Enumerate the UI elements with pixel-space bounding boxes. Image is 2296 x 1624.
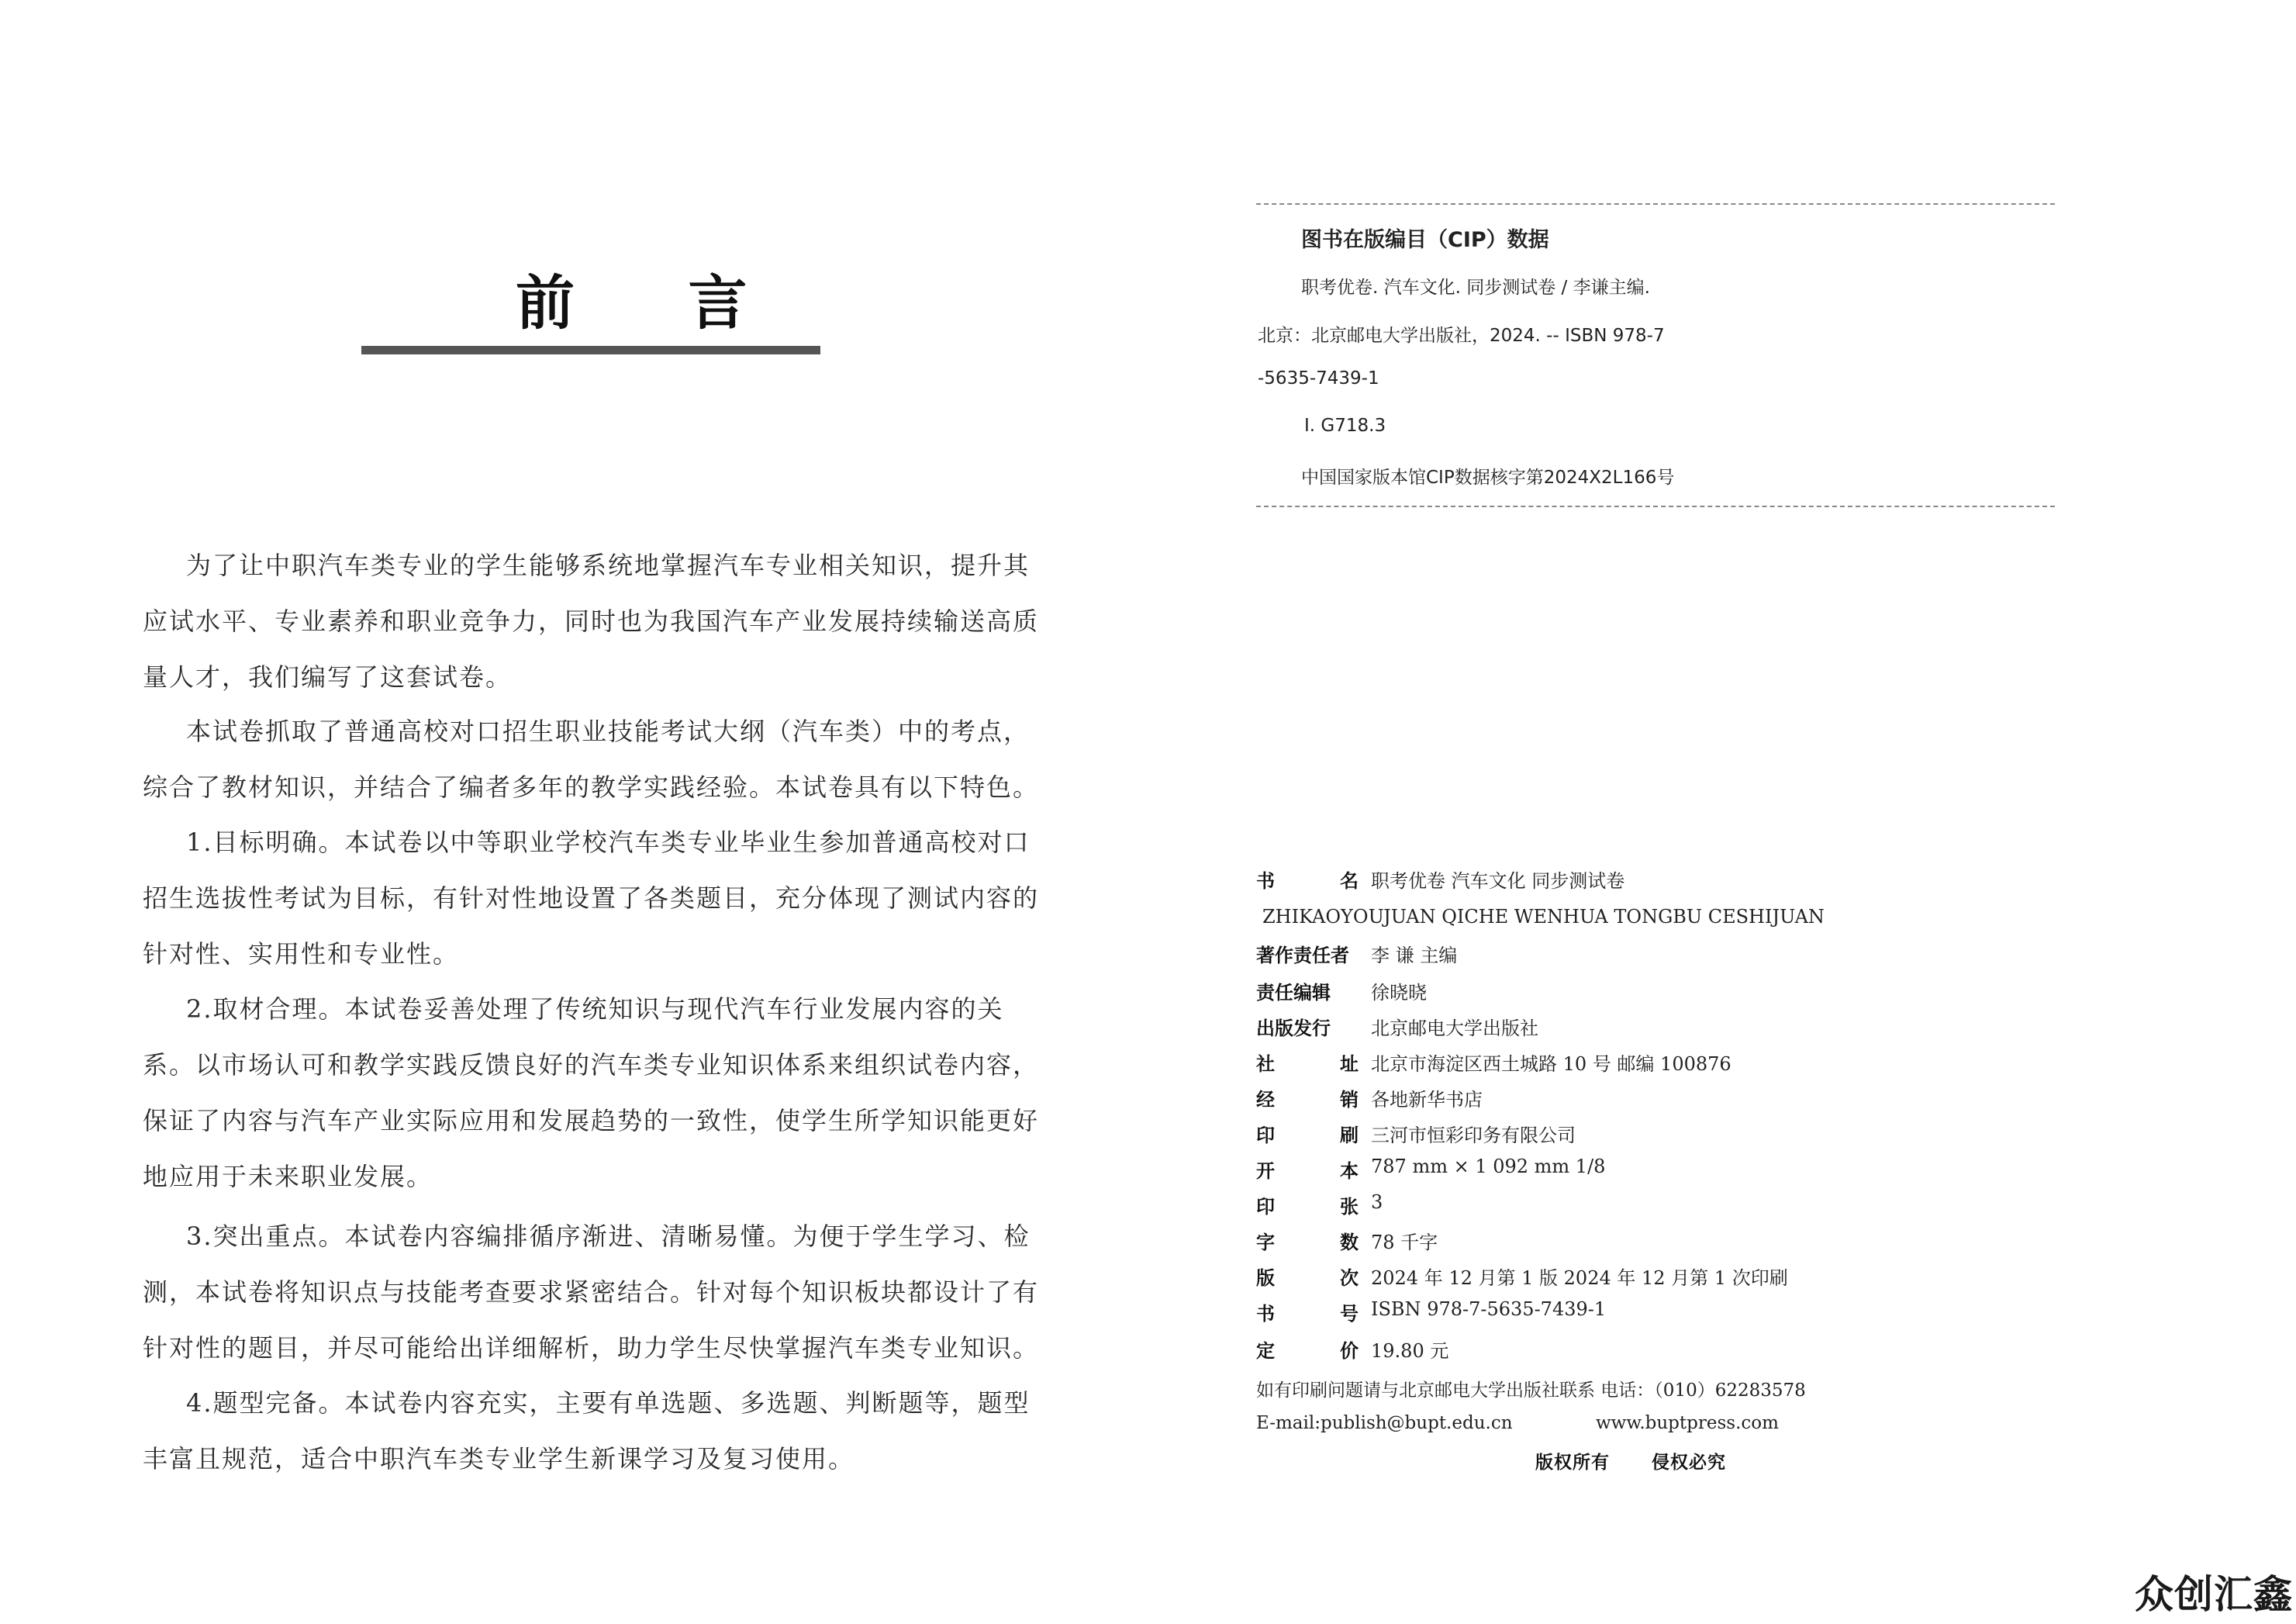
preface-paragraph-5: 3.突出重点。本试卷内容编排循序渐进、清晰易懂。为便于学生学习、检测，本试卷将知识点与技能考查要求紧密结合。针对每个知识板块都设计了有针对性的题目，并尽可能给出详细解析，助力学生尽快掌握汽车类专业知识。 <box>143 1221 1040 1363</box>
preface-paragraph-2: 本试卷抓取了普通高校对口招生职业技能考试大纲（汽车类）中的考点，综合了教材知识，并结合了编者多年的教学实践经验。本试卷具有以下特色。 <box>143 717 1040 802</box>
label-char: 刷 <box>1340 1125 1359 1146</box>
info-value-title: 职考优卷 汽车文化 同步测试卷 <box>1371 870 1625 892</box>
info-value-edition: 2024 年 12 月第 1 版 2024 年 12 月第 1 次印刷 <box>1371 1267 1788 1289</box>
label-char: 价 <box>1340 1340 1359 1362</box>
info-value-author: 李 谦 主编 <box>1371 945 1458 966</box>
cip-bottom-divider <box>1256 506 2055 507</box>
cip-line-1: 职考优卷. 汽车文化. 同步测试卷 / 李谦主编. <box>1301 278 1650 298</box>
info-value-address: 北京市海淀区西土城路 10 号 邮编 100876 <box>1371 1053 1731 1075</box>
cip-line-2: 北京：北京邮电大学出版社，2024. -- ISBN 978-7 <box>1258 326 1665 346</box>
info-value-sheets: 3 <box>1371 1191 1383 1213</box>
info-value-editor: 徐晓晓 <box>1371 982 1427 1004</box>
label-char: 数 <box>1340 1232 1359 1253</box>
info-label-author: 著作责任者 <box>1256 945 1349 966</box>
cip-line-3: -5635-7439-1 <box>1258 368 1379 389</box>
copyright-notice <box>1535 1448 1726 1474</box>
title-underline-bar <box>361 346 820 354</box>
info-label-publisher: 出版发行 <box>1256 1018 1331 1039</box>
website: www.buptpress.com <box>1596 1413 1779 1433</box>
info-label-isbn <box>1256 1298 1359 1325</box>
label-char: 版 <box>1256 1267 1275 1289</box>
label-char: 销 <box>1340 1089 1359 1111</box>
cip-line-5: 中国国家版本馆CIP数据核字第2024X2L166号 <box>1301 468 1675 488</box>
infringement-notice: 侵权必究 <box>1652 1452 1726 1473</box>
cip-line-4: Ⅰ. G718.3 <box>1304 416 1386 436</box>
watermark-logo: 众创汇鑫 <box>2135 1572 2293 1617</box>
info-label-printer <box>1256 1120 1359 1147</box>
email-address: E-mail:publish@bupt.edu.cn <box>1256 1413 1513 1433</box>
cip-top-divider <box>1256 203 2055 205</box>
info-label-wordcount <box>1256 1227 1359 1254</box>
preface-paragraph-4: 2.取材合理。本试卷妥善处理了传统知识与现代汽车行业发展内容的关系。以市场认可和教学实践反馈良好的汽车类专业知识体系来组织试卷内容，保证了内容与汽车产业实际应用和发展趋势的一致性，使学生所学知识能更好地应用于未来职业发展。 <box>143 994 1040 1191</box>
preface-paragraph-3: 1.目标明确。本试卷以中等职业学校汽车类专业毕业生参加普通高校对口招生选拔性考试为目标，有针对性地设置了各类题目，充分体现了测试内容的针对性、实用性和专业性。 <box>143 828 1040 969</box>
info-value-printer: 三河市恒彩印务有限公司 <box>1371 1125 1576 1146</box>
info-label-format <box>1256 1156 1359 1183</box>
contact-line: 如有印刷问题请与北京邮电大学出版社联系 电话：（010）62283578 <box>1256 1380 1806 1401</box>
info-value-format: 787 mm × 1 092 mm 1/8 <box>1371 1156 1606 1177</box>
info-label-title <box>1256 866 1359 893</box>
preface-paragraph-1: 为了让中职汽车类专业的学生能够系统地掌握汽车专业相关知识，提升其应试水平、专业素养和职业竞争力，同时也为我国汽车产业发展持续输送高质量人才，我们编写了这套试卷。 <box>143 551 1040 692</box>
info-label-price <box>1256 1335 1359 1363</box>
label-char: 印 <box>1256 1196 1275 1218</box>
info-value-wordcount: 78 千字 <box>1371 1232 1438 1253</box>
info-value-distributor: 各地新华书店 <box>1371 1089 1483 1111</box>
label-char: 字 <box>1256 1232 1275 1253</box>
info-value-price: 19.80 元 <box>1371 1340 1449 1362</box>
label-char: 书 <box>1256 870 1275 892</box>
label-char: 经 <box>1256 1089 1275 1111</box>
cip-heading: 图书在版编目（CIP）数据 <box>1301 228 1549 252</box>
copyright-page <box>1148 0 2296 1624</box>
info-value-publisher: 北京邮电大学出版社 <box>1371 1018 1538 1039</box>
label-char: 书 <box>1256 1303 1275 1325</box>
label-char: 址 <box>1340 1053 1359 1075</box>
label-char: 印 <box>1256 1125 1275 1146</box>
info-value-isbn: ISBN 978-7-5635-7439-1 <box>1371 1298 1607 1320</box>
rights-reserved: 版权所有 <box>1535 1452 1610 1473</box>
label-char: 社 <box>1256 1053 1275 1075</box>
preface-paragraph-6: 4.题型完备。本试卷内容充实，主要有单选题、多选题、判断题等，题型丰富且规范，适合中职汽车类专业学生新课学习及复习使用。 <box>143 1388 1031 1474</box>
label-char: 开 <box>1256 1160 1275 1182</box>
info-label-edition <box>1256 1263 1359 1290</box>
preface-title: 前 言 <box>516 268 794 337</box>
label-char: 次 <box>1340 1267 1359 1289</box>
info-label-distributor <box>1256 1084 1359 1111</box>
label-char: 本 <box>1340 1160 1359 1182</box>
label-char: 定 <box>1256 1340 1275 1362</box>
label-char: 名 <box>1340 870 1359 892</box>
info-label-sheets <box>1256 1191 1359 1218</box>
info-label-editor: 责任编辑 <box>1256 982 1331 1004</box>
info-label-address <box>1256 1049 1359 1076</box>
info-pinyin-title: ZHIKAOYOUJUAN QICHE WENHUA TONGBU CESHIJUAN <box>1262 906 1825 928</box>
label-char: 张 <box>1340 1196 1359 1218</box>
label-char: 号 <box>1340 1303 1359 1325</box>
